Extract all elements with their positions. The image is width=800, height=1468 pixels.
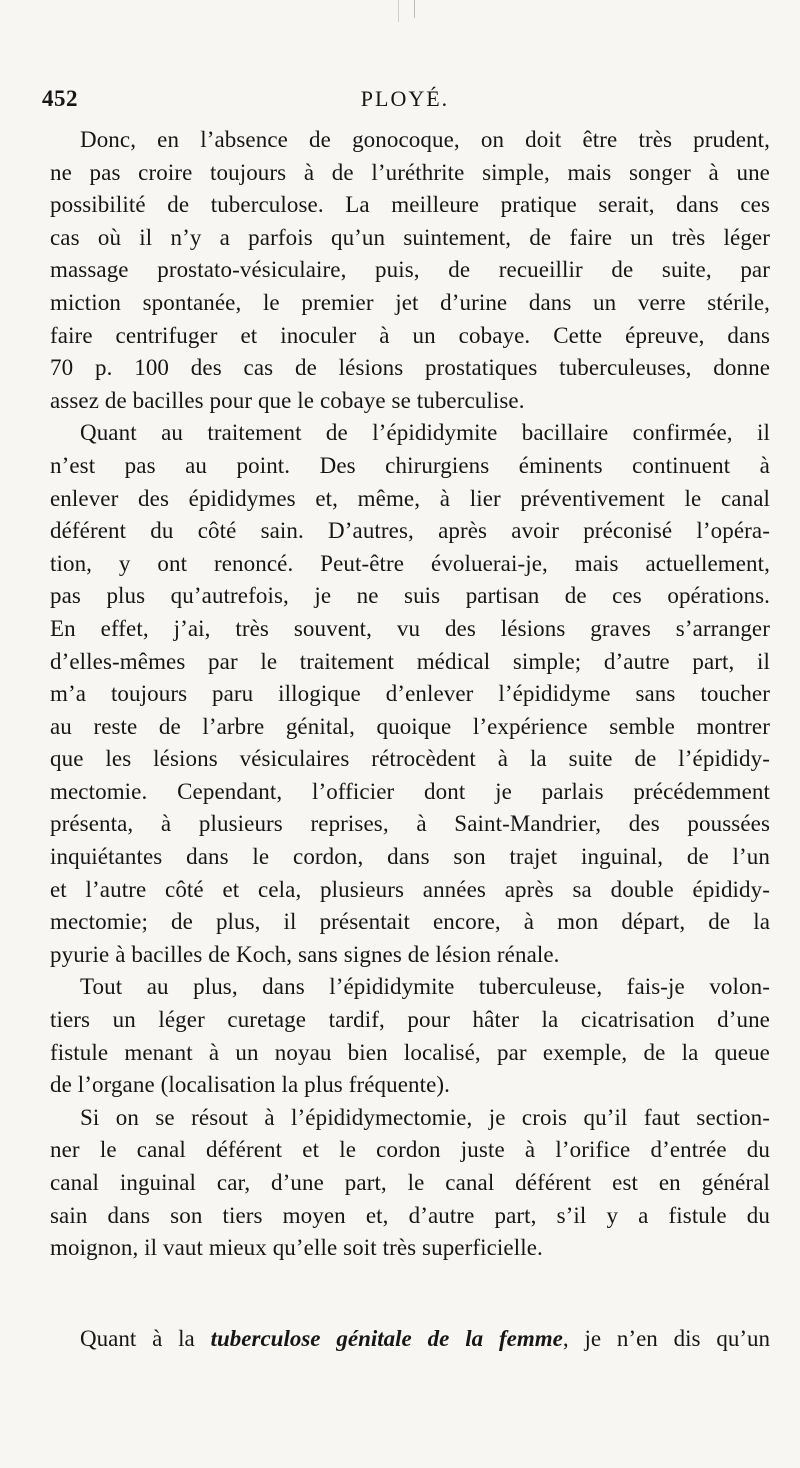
running-title: PLOYÉ. [360, 86, 450, 111]
text-line: moignon, il vaut mieux qu’elle soit très superficielle. [50, 1235, 543, 1261]
text-line: Tout au plus, dans l’épididymite tuberculeuse, fais-je volon- [80, 974, 770, 1000]
text-line: assez de bacilles pour que le cobaye se tuberculise. [50, 387, 525, 413]
paragraph [50, 971, 770, 1101]
text-line: que les lésions vésiculaires rétrocèdent à la suite de l’épididy- [50, 746, 770, 772]
text-line: m’a toujours paru illogique d’enlever l’épididyme sans toucher [50, 681, 770, 707]
text-line: pyurie à bacilles de Koch, sans signes de lésion rénale. [50, 941, 560, 967]
text-line: cas où il n’y a parfois qu’un suintement, de faire un très léger [50, 224, 770, 250]
text-line: inquiétantes dans le cordon, dans son trajet inguinal, de l’un [50, 844, 770, 870]
paragraph [50, 417, 770, 971]
page-number: 452 [42, 86, 78, 111]
text-line: Si on se résout à l’épididymectomie, je crois qu’il faut section- [80, 1104, 770, 1130]
text-line: Donc, en l’absence de gonocoque, on doit être très prudent, [80, 127, 770, 152]
text-line: tiers un léger curetage tardif, pour hâter la cicatrisation d’une [50, 1007, 770, 1033]
text-line: n’est pas au point. Des chirurgiens éminents continuent à [50, 452, 770, 478]
text-line: ner le canal déférent et le cordon juste à l’orifice d’entrée du [50, 1137, 770, 1163]
text-line: En effet, j’ai, très souvent, vu des lésions graves s’arranger [50, 615, 770, 641]
closing-line-end: , je n’en dis qu’un [562, 1326, 771, 1351]
text-line: mectomie; de plus, il présentait encore, à mon départ, de la [50, 909, 770, 935]
text-line: pas plus qu’autrefois, je ne suis partisan de ces opérations. [50, 583, 770, 609]
text-line: mectomie. Cependant, l’officier dont je parlais précédemment [50, 778, 770, 804]
text-line: enlever des épididymes et, même, à lier préventivement le canal [50, 485, 770, 511]
paragraph [50, 124, 770, 417]
closing-line [80, 1323, 770, 1355]
text-line: tion, y ont renoncé. Peut-être évoluerai-je, mais actuellement, [50, 550, 770, 576]
page-header [42, 86, 758, 116]
scan-margin-line [414, 0, 415, 18]
text-line: canal inguinal car, d’une part, le canal déférent est en général [50, 1170, 770, 1195]
text-line: de l’organe (localisation la plus fréquente). [50, 1072, 451, 1098]
text-line: massage prostato-vésiculaire, puis, de recueillir de suite, par [50, 257, 770, 283]
text-line: faire centrifuger et inoculer à un cobaye. Cette épreuve, dans [50, 322, 770, 348]
text-line: et l’autre côté et cela, plusieurs années après sa double épididy- [50, 876, 770, 902]
text-line: sain dans son tiers moyen et, d’autre part, s’il y a fistule du [50, 1202, 770, 1228]
body-text [50, 124, 770, 1265]
text-line: déférent du côté sain. D’autres, après avoir préconisé l’opéra- [50, 518, 770, 544]
text-line: au reste de l’arbre génital, quoique l’expérience semble montrer [50, 713, 770, 739]
scan-margin-line [398, 0, 399, 22]
text-line: présenta, à plusieurs reprises, à Saint-Mandrier, des poussées [50, 811, 770, 837]
emphasized-subject: tuberculose génitale de la femme [210, 1326, 563, 1351]
closing-line-start: Quant à la [80, 1326, 211, 1351]
text-line: ne pas croire toujours à de l’uréthrite simple, mais songer à une [50, 159, 770, 185]
text-line: d’elles-mêmes par le traitement médical simple; d’autre part, il [50, 648, 770, 674]
text-line: 70 p. 100 des cas de lésions prostatiques tuberculeuses, donne [50, 355, 770, 381]
paragraph [50, 1102, 770, 1265]
text-line: fistule menant à un noyau bien localisé, par exemple, de la queue [50, 1039, 770, 1065]
text-line: Quant au traitement de l’épididymite bacillaire confirmée, il [80, 420, 770, 446]
text-line: possibilité de tuberculose. La meilleure pratique serait, dans ces [50, 192, 770, 218]
text-line: miction spontanée, le premier jet d’urine dans un verre stérile, [50, 289, 770, 315]
